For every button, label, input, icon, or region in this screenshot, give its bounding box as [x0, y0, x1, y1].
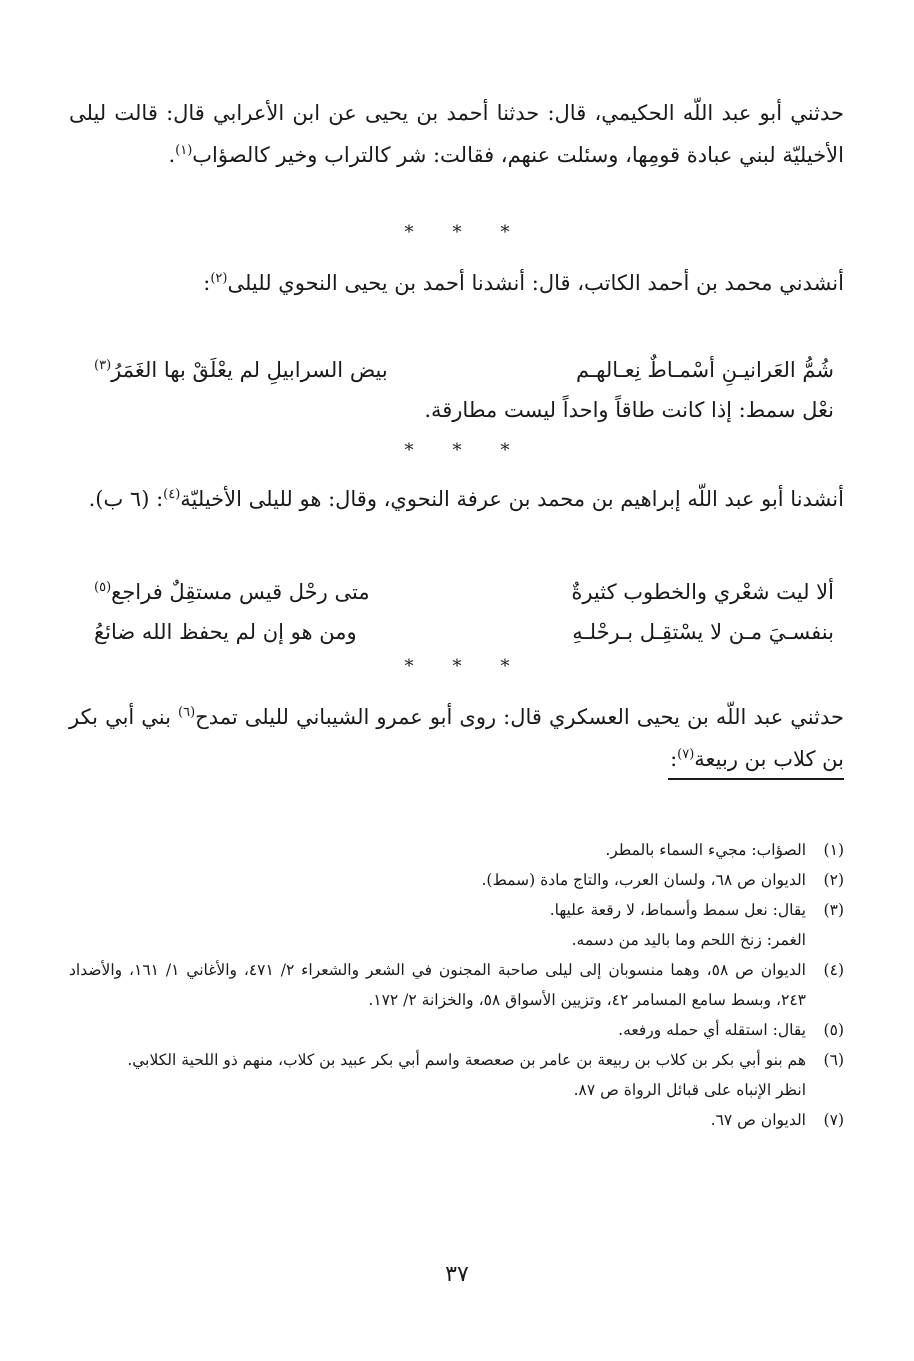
paragraph-3-end: : (٦ ب).	[88, 487, 164, 511]
footnote-ref-1: (١)	[175, 143, 193, 158]
footnote-continuation	[69, 1075, 844, 1105]
paragraph-2	[69, 262, 844, 304]
section-separator	[0, 222, 914, 243]
footnote	[69, 895, 844, 925]
section-separator	[0, 440, 914, 461]
footnote-number: (٥)	[823, 1021, 844, 1039]
footnote-ref-3: (٣)	[94, 358, 112, 373]
footnote-number: (٢)	[823, 871, 844, 889]
footnote-ref-7: (٧)	[677, 747, 695, 762]
footnote-number: (٣)	[823, 901, 844, 919]
verse-first-hemistich: ألا ليت شعْري والخطوب كثيرةٌ	[571, 580, 834, 604]
paragraph-3	[69, 478, 844, 520]
paragraph-4-text-b: بني أبي بكر بن كلاب بن ربيعة	[69, 705, 844, 771]
footnote-text: الديوان ص ٦٨، ولسان العرب، والتاج مادة (سمط).	[481, 871, 806, 889]
verse-block-2	[94, 572, 834, 652]
footnote-text: الصؤاب: مجيء السماء بالمطر.	[605, 841, 806, 859]
separator-star: *	[452, 440, 462, 461]
separator-star: *	[452, 222, 462, 243]
paragraph-3-text: أنشدنا أبو عبد اللّه إبراهيم بن محمد بن عرفة النحوي، وقال: هو لليلى الأخيليّة	[180, 487, 844, 511]
paragraph-2-end: :	[203, 271, 211, 295]
footnote-text: هم بنو أبي بكر بن كلاب بن ربيعة بن عامر بن صعصعة واسم أبي بكر عبيد بن كلاب، منهم ذو اللحية الكلابي.	[127, 1051, 806, 1069]
verse-line	[94, 350, 834, 390]
footnote-text: الغمر: زنخ اللحم وما باليد من دسمه.	[571, 931, 806, 949]
separator-star: *	[500, 440, 510, 461]
verse-block-1	[94, 350, 834, 390]
separator-star: *	[404, 440, 414, 461]
footnote	[69, 865, 844, 895]
verse-second-hemistich: ومن هو إن لم يحفظ الله ضائعُ	[94, 620, 357, 644]
footnote	[69, 1045, 844, 1075]
footnote	[69, 955, 844, 1015]
paragraph-1	[69, 92, 844, 176]
footnote-text: الديوان ص ٦٧.	[710, 1111, 806, 1129]
section-separator	[0, 656, 914, 677]
footnote-number: (٤)	[823, 961, 844, 979]
paragraph-4	[69, 696, 844, 780]
footnote	[69, 835, 844, 865]
footnote-text: انظر الإنباه على قبائل الرواة ص ٨٧.	[573, 1081, 806, 1099]
separator-star: *	[500, 656, 510, 677]
verse-gloss: نعْل سمط: إذا كانت طاقاً واحداً ليست مطارقة.	[424, 398, 834, 422]
footnote-ref-5: (٥)	[94, 580, 112, 595]
footnote-number: (٧)	[823, 1111, 844, 1129]
paragraph-1-text: حدثني أبو عبد اللّه الحكيمي، قال: حدثنا أحمد بن يحيى عن ابن الأعرابي قال: قالت ليلى الأخيليّة لبني عبادة قومِها، وسئلت عنهم، فقالت: شر كالتراب وخير كالصؤاب	[69, 101, 844, 167]
footnote-ref-6: (٦)	[178, 705, 196, 720]
footnote-number: (٦)	[823, 1051, 844, 1069]
verse-line	[94, 612, 834, 652]
footnote-divider	[668, 778, 844, 780]
footnote	[69, 1105, 844, 1135]
verse-line	[94, 572, 834, 612]
footnote-ref-2: (٢)	[210, 271, 228, 286]
paragraph-1-end: .	[168, 143, 176, 167]
separator-star: *	[404, 222, 414, 243]
verse-second-hemistich: متى رحْل قيس مستقِلٌ فراجع$^{(٥)}$	[94, 580, 370, 604]
separator-star: *	[500, 222, 510, 243]
paragraph-2-text: أنشدني محمد بن أحمد الكاتب، قال: أنشدنا أحمد بن يحيى النحوي لليلى	[227, 271, 844, 295]
verse-first-hemistich: شُمُّ العَرانيـنِ أسْمـاطٌ نِعـالهـم	[576, 358, 834, 382]
footnote	[69, 1015, 844, 1045]
separator-star: *	[404, 656, 414, 677]
paragraph-4-end: :	[670, 747, 678, 771]
footnotes-list	[69, 835, 844, 1135]
footnote-text: يقال: استقله أي حمله ورفعه.	[618, 1021, 806, 1039]
verse-second-hemistich: بيض السرابيلِ لم يعْلَقْ بها الغَمَرُ$^{(٣)}$	[94, 358, 388, 382]
separator-star: *	[452, 656, 462, 677]
page-number: ٣٧	[445, 1262, 469, 1287]
footnote-number: (١)	[823, 841, 844, 859]
footnote-continuation	[69, 925, 844, 955]
footnote-text: يقال: نعل سمط وأسماط، لا رقعة عليها.	[549, 901, 806, 919]
footnote-text: الديوان ص ٥٨، وهما منسوبان إلى ليلى صاحبة المجنون في الشعر والشعراء ٢/ ٤٧١، والأغاني ١/ ١٦١، والأضداد ٢٤٣، وبسط سامع المسامر ٤٢، وتزيين الأسواق ٥٨، والخزانة ٢/ ١٧٢.	[69, 961, 806, 1009]
paragraph-4-text-a: حدثني عبد اللّه بن يحيى العسكري قال: روى أبو عمرو الشيباني لليلى تمدح	[195, 705, 844, 729]
footnote-ref-4: (٤)	[163, 487, 181, 502]
verse-first-hemistich: بنفسـيَ مـن لا يسْتقِـل بـرحْلـهِ	[572, 620, 834, 644]
